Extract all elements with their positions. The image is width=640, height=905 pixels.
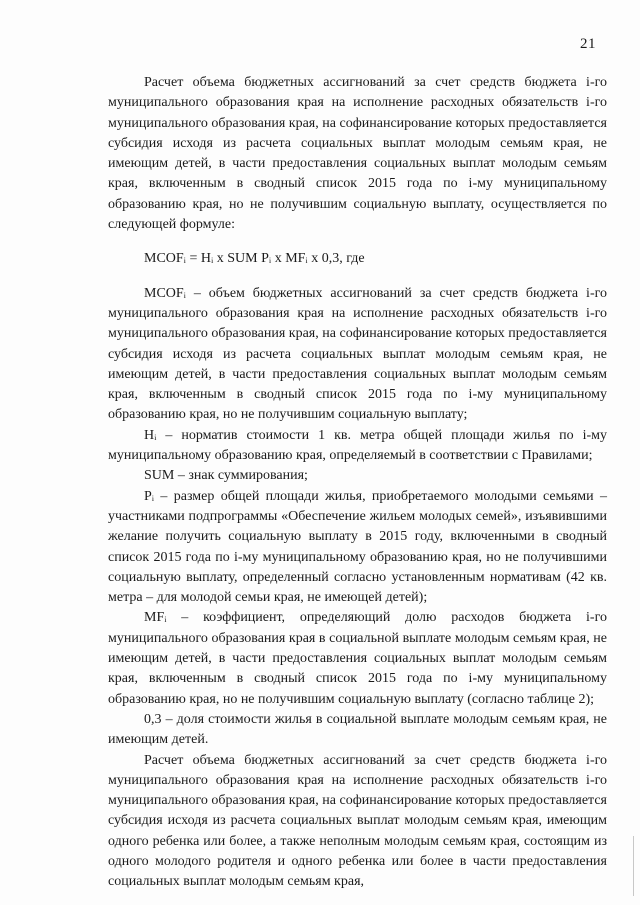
page-number: 21 xyxy=(580,36,596,52)
formula: MCOFᵢ = Hᵢ x SUM Pᵢ x MFᵢ x 0,3, где xyxy=(144,251,365,267)
paragraph-definition-mf: MFᵢ – коэффициент, определяющий долю расходов бюджета i-го муниципального образования края в социальной выплате молодым семьям края, не имеющим детей, в части предоставления социальных выплат молодым семьям края, включенным в сводный список 2015 года по i-му муниципальному образованию края, но не получившим социальную выплату (согласно таблице 2); xyxy=(108,610,607,707)
paragraph-intro-calculation: Расчет объема бюджетных ассигнований за счет средств бюджета i-го муниципального образования края на исполнение расходных обязательств i-го муниципального образования края, на софинансирование которых предоставляется субсидия исходя из расчета социальных выплат молодым семьям края, не имеющим детей, в части предоставления социальных выплат молодым семьям края, включенным в сводный список 2015 года по i-му муниципальному образованию края, но не получившим социальную выплату, осуществляется по следующей формуле: xyxy=(108,75,607,233)
document-body xyxy=(108,73,607,893)
paragraph-definition-sum: SUM – знак суммирования; xyxy=(144,468,308,484)
paragraph-definition-coefficient: 0,3 – доля стоимости жилья в социальной выплате молодым семьям края, не имеющим детей. xyxy=(108,711,607,748)
paragraph-definition-mcof: MCOFᵢ – объем бюджетных ассигнований за счет средств бюджета i-го муниципального образования края на исполнение расходных обязательств i-го муниципального образования края, на софинансирование которых предоставляется субсидия исходя из расчета социальных выплат молодым семьям края, не имеющим детей, в части предоставления социальных выплат молодым семьям края, включенным в сводный список 2015 года по i-му муниципальному образованию края, но не получившим социальную выплату; xyxy=(108,285,607,423)
paragraph-second-calculation: Расчет объема бюджетных ассигнований за счет средств бюджета i-го муниципального образования края на исполнение расходных обязательств i-го муниципального образования края, на софинансирование которых предоставляется субсидия исходя из расчета социальных выплат молодым семьям края, имеющим одного ребенка или более, а также неполным молодым семьям края, состоящим из одного молодого родителя и одного ребенка или более в части предоставления социальных выплат молодым семьям края, xyxy=(108,752,607,890)
paragraph-definition-h: Hᵢ – норматив стоимости 1 кв. метра общей площади жилья по i-му муниципальному образованию края, определяемый в соответствии с Правилами; xyxy=(108,427,607,464)
paragraph-definition-p: Pᵢ – размер общей площади жилья, приобретаемого молодыми семьями – участниками подпрограммы «Обеспечение жильем молодых семей», изъявившими желание получить социальную выплату в 2015 году, включенными в сводный список 2015 года по i-му муниципальному образованию края, но не получившими социальную выплату, определенный согласно установленным нормативам (42 кв. метра – для молодой семьи края, не имеющей детей); xyxy=(108,488,607,606)
scan-edge-mark xyxy=(633,836,634,896)
